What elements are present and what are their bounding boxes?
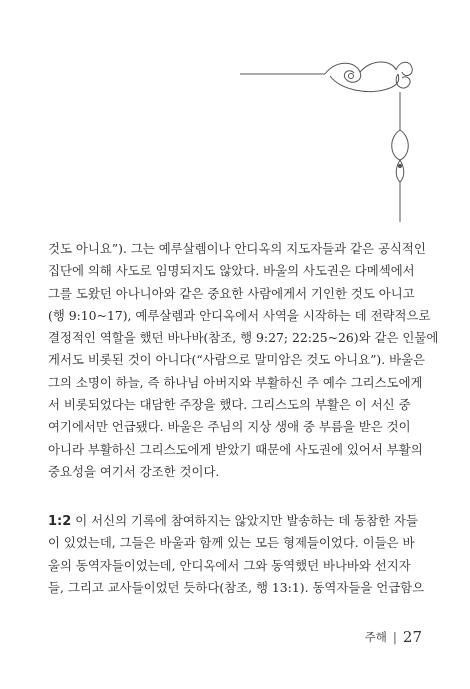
section-label: 주해 (364, 630, 387, 644)
paragraph-2 (48, 510, 424, 599)
corner-ornament (0, 0, 470, 230)
verse-reference: 1:2 (48, 514, 72, 529)
text-line: 들, 그리고 교사들이었던 듯하다(참조, 행 13:1). 동역자들을 언급함으 (48, 579, 425, 595)
text-line: 집단에 의해 사도로 임명되지도 않았다. 바울의 사도권은 다메섹에서 (48, 263, 415, 279)
footer-separator: | (392, 630, 397, 644)
text-line: 결정적인 역할을 했던 바나바(참조, 행 9:27; 22:25~26)와 같은 인물에 (48, 330, 439, 346)
page-number: 27 (402, 628, 422, 646)
text-line: 여기에서만 언급됐다. 바울은 주님의 지상 생애 중 부름을 받은 것이 (48, 419, 411, 435)
text-line: 울의 동역자들이었는데, 안디옥에서 그와 동역했던 바나바와 선지자 (48, 557, 411, 573)
text-line: 아니라 부활하신 그리스도에게 받았기 때문에 사도권에 있어서 부활의 (48, 441, 423, 457)
text-line: 이 있었는데, 그들은 바울과 함께 있는 모든 형제들이었다. 이들은 바 (48, 535, 415, 551)
text-line: 그를 도왔던 아나니아와 같은 중요한 사람에게서 기인한 것도 아니고 (48, 285, 415, 301)
text-span: 이 서신의 기록에 참여하지는 않았지만 발송하는 데 동참한 자들 (71, 513, 418, 528)
text-line (48, 510, 424, 532)
paragraph-1 (48, 238, 439, 483)
page-footer (365, 628, 422, 646)
text-line: 것도 아니요”). 그는 예루살렘이나 안디옥의 지도자들과 같은 공식적인 (48, 241, 426, 256)
text-line: 서 비롯되었다는 대담한 주장을 했다. 그리스도의 부활은 이 서신 중 (48, 397, 411, 413)
text-line: (행 9:10~17), 예루살렘과 안디옥에서 사역을 시작하는 데 전략적으로 (48, 307, 431, 323)
text-line: 게서도 비롯된 것이 아니다(“사람으로 말미암은 것도 아니요”). 바울은 (48, 352, 426, 368)
text-line: 그의 소명이 하늘, 즉 하나님 아버지와 부활하신 주 예수 그리스도에게 (48, 374, 423, 390)
text-line: 중요성을 여기서 강조한 것이다. (48, 463, 220, 479)
